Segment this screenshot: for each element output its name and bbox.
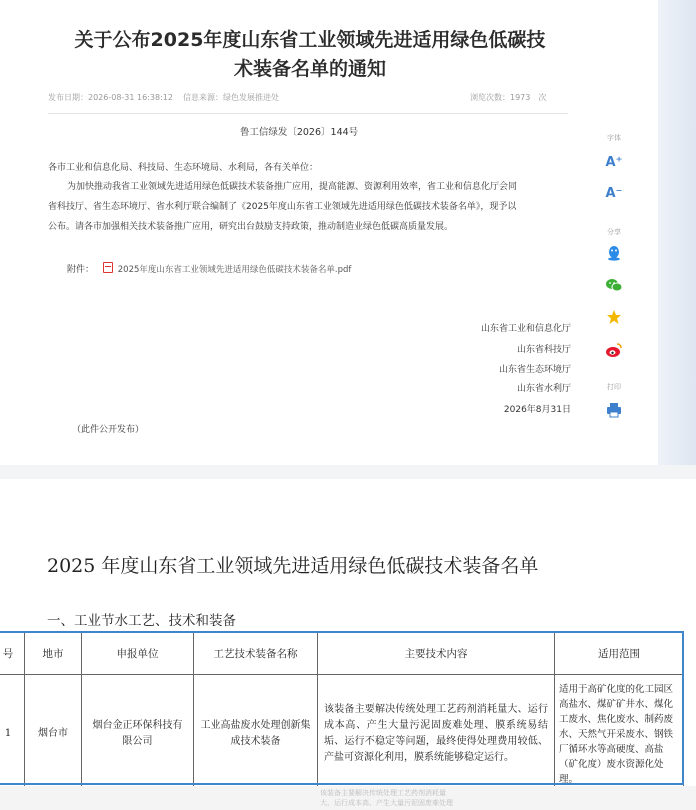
- wechat-icon: [605, 277, 623, 293]
- share-favorite-button[interactable]: [602, 306, 626, 328]
- notice-title: [40, 26, 580, 84]
- page-gap: [0, 465, 696, 479]
- font-increase-icon: A⁺: [605, 154, 623, 170]
- body-line-3: 公布。请各市加强相关技术装备推广应用，研究出台鼓励支持政策，推动制造业绿色低碳高质量发展。: [48, 222, 454, 232]
- cell-company: 烟台金正环保科技有限公司: [82, 675, 194, 794]
- public-note: （此件公开发布）: [72, 425, 145, 435]
- cell-tech-content: 该装备主要解决传统处理工艺药剂消耗量大、运行成本高、产生大量污泥固废难处理、膜系统易结垢、运行不稳定等问题，最终使得处理费用较低、产盐可资源化利用，膜系统能够稳定运行。: [318, 675, 555, 794]
- qq-icon: [606, 245, 622, 261]
- share-label: 分享: [607, 228, 621, 236]
- document-number: 鲁工信绿发〔2026〕144号: [239, 127, 359, 138]
- signature-2: 山东省科技厅: [516, 345, 571, 355]
- font-size-label: 字体: [607, 134, 621, 142]
- equipment-table: [0, 631, 684, 794]
- share-wechat-button[interactable]: [602, 274, 626, 296]
- notice-paper: [0, 0, 598, 465]
- signature-3: 山东省生态环境厅: [498, 365, 571, 375]
- info-source: 信息来源：绿色发展推进处: [183, 93, 279, 102]
- col-number: 号: [0, 632, 25, 675]
- print-button[interactable]: [602, 399, 626, 421]
- print-label: 打印: [607, 383, 621, 391]
- col-scope: 适用范围: [555, 632, 684, 675]
- attachment-label: 附件：: [67, 265, 95, 275]
- notice-title-line1: 关于公布2025年度山东省工业领域先进适用绿色低碳技: [74, 29, 546, 51]
- col-city: 地市: [25, 632, 82, 675]
- section-heading: 一、工业节水工艺、技术和装备: [47, 613, 236, 629]
- pdf-icon: [103, 262, 113, 273]
- signature-date: 2026年8月31日: [503, 405, 571, 415]
- printer-icon: [606, 402, 622, 418]
- font-increase-button[interactable]: [602, 151, 626, 173]
- share-qq-button[interactable]: [602, 242, 626, 264]
- notice-title-line2: 术装备名单的通知: [233, 58, 386, 80]
- page-edge: [658, 0, 696, 465]
- divider: [48, 113, 568, 114]
- preview-line-2: 大、运行成本高、产生大量污泥固废难处理: [320, 799, 453, 807]
- cell-equipment-name: 工业高盐废水处理创新集成技术装备: [194, 675, 318, 794]
- attachment: [67, 262, 351, 275]
- font-decrease-button[interactable]: [602, 182, 626, 204]
- col-tech-content: 主要技术内容: [318, 632, 555, 675]
- table-header-row: [0, 632, 684, 675]
- col-company: 申报单位: [82, 632, 194, 675]
- body-line-2: 省科技厅、省生态环境厅、省水利厅联合编制了《2025年度山东省工业领域先进适用绿色低碳技术装备名单》，现予以: [48, 202, 517, 212]
- salutation: 各市工业和信息化局、科技局、生态环境局、水利局，各有关单位：: [48, 163, 319, 173]
- cell-scope: 适用于高矿化度的化工园区高盐水、煤矿矿井水、煤化工废水、焦化废水、制药废水、天然气开采废水、钢铁厂循环水等高硬度、高盐（矿化度）废水资源化处理。: [555, 675, 684, 794]
- signature-1: 山东省工业和信息化厅: [480, 324, 571, 334]
- table-row: [0, 675, 684, 794]
- weibo-icon: [605, 342, 623, 358]
- signature-4: 山东省水利厅: [516, 384, 571, 394]
- col-equipment-name: 工艺技术装备名称: [194, 632, 318, 675]
- next-page-preview: [0, 786, 696, 810]
- attachment-link[interactable]: 2025年度山东省工业领域先进适用绿色低碳技术装备名单.pdf: [117, 265, 352, 275]
- publish-date: 发布日期：2026-08-31 16:38:12: [48, 93, 173, 102]
- font-decrease-icon: A⁻: [605, 185, 623, 201]
- cell-city: 烟台市: [25, 675, 82, 794]
- preview-line-1: 该装备主要解决传统处理工艺药剂消耗量: [320, 789, 446, 797]
- cell-number: 1: [0, 675, 25, 794]
- share-weibo-button[interactable]: [602, 339, 626, 361]
- document-heading: 2025 年度山东省工业领域先进适用绿色低碳技术装备名单: [47, 555, 539, 577]
- view-count: 浏览次数：1973 次: [470, 93, 547, 102]
- star-icon: [606, 309, 622, 325]
- body-line-1: 为加快推动我省工业领域先进适用绿色低碳技术装备推广应用，提高能源、资源利用效率，省工业和信息化厅会同: [67, 182, 518, 192]
